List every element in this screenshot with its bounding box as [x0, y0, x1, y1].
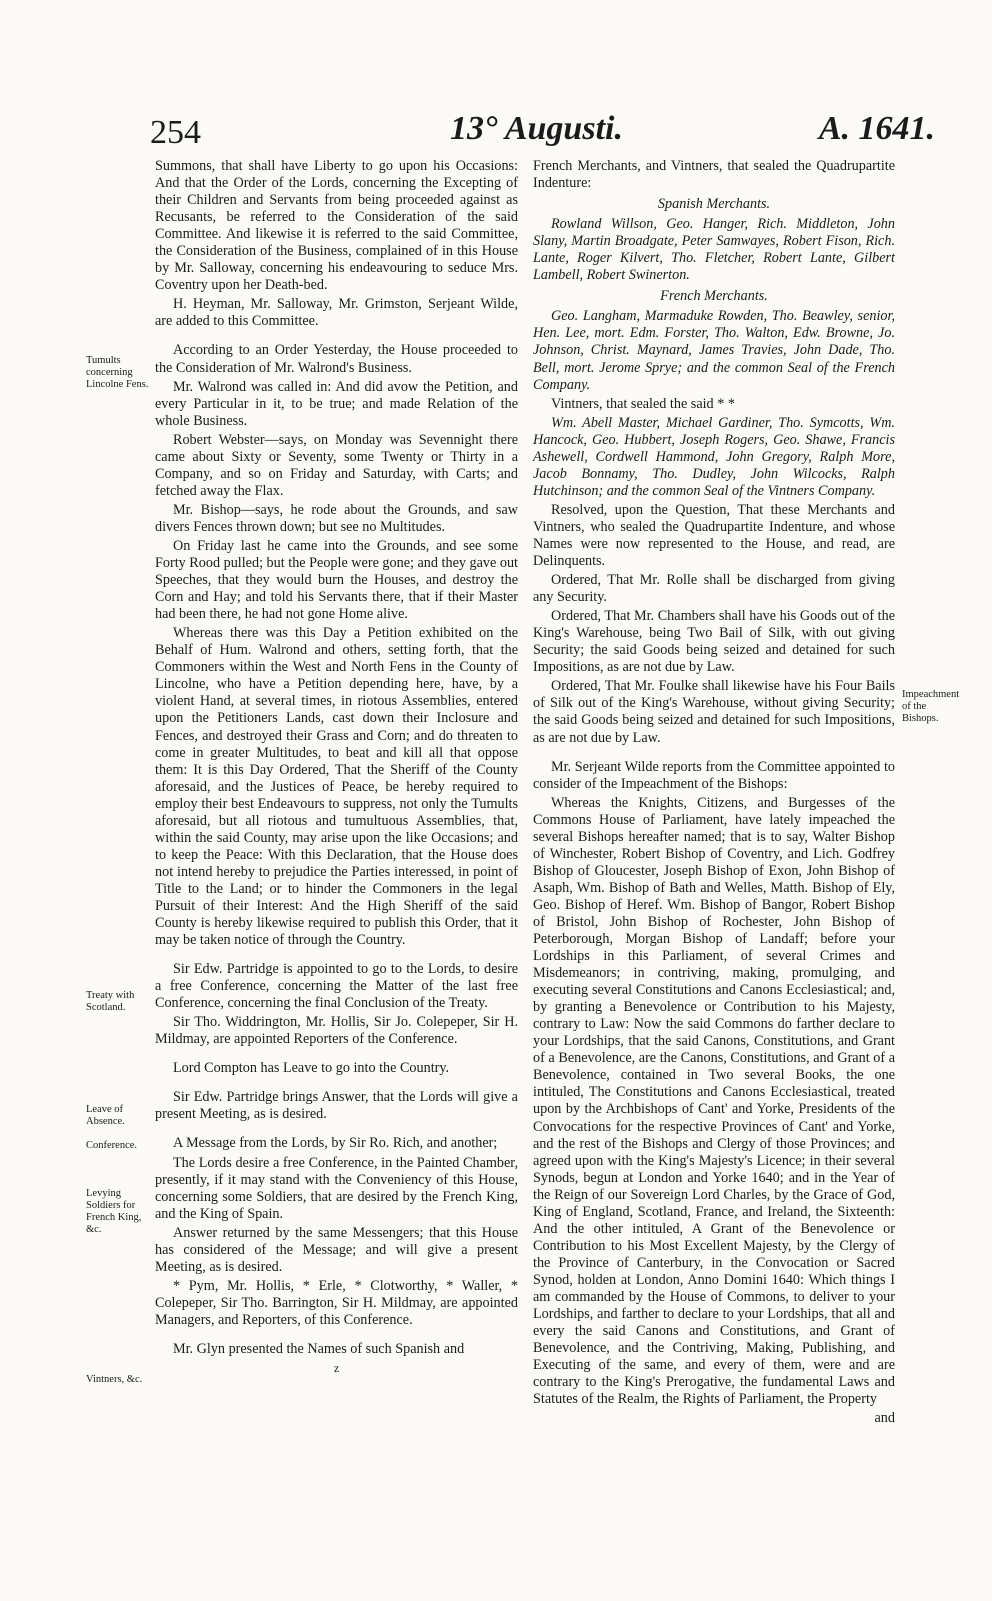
section-heading: French Merchants. — [660, 288, 768, 305]
paragraph: Lord Compton has Leave to go into the Country. — [173, 1060, 450, 1077]
paragraph: Ordered, That Mr. Rolle shall be discharged from giving any Security. — [533, 572, 895, 606]
left-column — [155, 158, 518, 1379]
page-number: 254 — [150, 114, 201, 151]
margin-note-conference: Conference. — [86, 1140, 138, 1151]
paragraph: Mr. Walrond was called in: And did avow the Petition, and every Particular in it, to be true; and made Relation of the whole Business. — [155, 378, 518, 429]
margin-note-leave: Leave of Absence. — [86, 1104, 125, 1127]
page-header — [150, 110, 935, 154]
margin-note-treaty: Treaty with Scotland. — [86, 990, 135, 1013]
signature-mark: z — [333, 1361, 340, 1376]
name-list: Rowland Willson, Geo. Hanger, Rich. Middleton, John Slany, Martin Broadgate, Peter Samwayes, Robert Fison, Rich. Lante, Roger Kilvert, Tho. Fletcher, Robert Lante, Gilbert Lambell, Robert Swinerton. — [533, 216, 895, 284]
paragraph: Mr. Glyn presented the Names of such Spanish and — [173, 1341, 465, 1357]
paragraph: Whereas there was this Day a Petition exhibited on the Behalf of Hum. Walrond and others, setting forth, that the Commoners within the West and North Fens in the County of Lincolne, who have a Petition depending here, have, by a violent Hand, at several times, in riotous Assemblies, entered upon the Petitioners Lands, cast down their Inclosure and Fences, and destroyed their Grass and Corn; and do threaten to come in greater Multitudes, to beat and kill all that oppose them: It is this Day Ordered, That the Sheriff of the County aforesaid, and the Justices of Peace, be hereby required to employ their best Endeavours to suppress, not only the Tumults aforesaid, but all riotous and tumultuous Assemblies, that, within the said County, may arise upon the like Occasions; and to keep the Peace: With this Declaration, that the House does not intend hereby to prejudice the Parties interessed, in point of Title to the Land; or to hinder the Commoners in the legal Pursuit of their Interest: And the High Sheriff of the said County is hereby likewise required to publish this Order, that it may be taken notice of through the Country. — [155, 625, 518, 949]
right-column — [533, 158, 895, 1429]
margin-note-tumults: Tumults concerning Lincolne Fens. — [86, 355, 149, 390]
margin-note-impeachment: Impeachment of the Bishops. — [902, 689, 960, 724]
paragraph: According to an Order Yesterday, the House proceeded to the Consideration of Mr. Walrond's Business. — [155, 342, 518, 376]
paragraph: A Message from the Lords, by Sir Ro. Rich, and another; — [173, 1135, 498, 1152]
section-heading: Spanish Merchants. — [657, 196, 771, 213]
paragraph: H. Heyman, Mr. Salloway, Mr. Grimston, Serjeant Wilde, are added to this Committee. — [155, 296, 518, 330]
paragraph: * Pym, Mr. Hollis, * Erle, * Clotworthy, * Waller, * Colepeper, Sir Tho. Barrington, Sir H. Mildmay, are appointed Managers, and Reporters, of this Conference. — [155, 1277, 518, 1328]
paragraph: On Friday last he came into the Grounds, and see some Forty Rood pulled; but the People were gone; and they gave out Speeches, that they would burn the Houses, and destroy the Corn and Hay; and told his Servants there, that if their Master had been there, he had not gone Home alive. — [155, 537, 518, 623]
paragraph: Summons, that shall have Liberty to go upon his Occasions: And that the Order of the Lords, concerning the Excepting of their Children and Servants from being proceeded against as Recusants, be referred to the Consideration of the said Committee. And likewise it is referred to the said Committee, the Consideration of the Business, complained of in this House by Mr. Salloway, concerning his endeavouring to seduce Mrs. Coventry upon her Death-bed. — [155, 158, 518, 294]
paragraph: French Merchants, and Vintners, that sealed the Quadrupartite Indenture: — [533, 158, 895, 192]
paragraph: The Lords desire a free Conference, in the Painted Chamber, presently, if it may stand with the Conveniency of this House, concerning some Soldiers, that are desired by the French King, and the King of Spain. — [155, 1154, 518, 1222]
paragraph: Mr. Bishop—says, he rode about the Grounds, and saw divers Fences thrown down; but see no Multitudes. — [155, 501, 518, 535]
margin-note-vintners: Vintners, &c. — [86, 1374, 143, 1385]
paragraph: Resolved, upon the Question, That these Merchants and Vintners, who sealed the Quadrupartite Indenture, and whose Names were now represented to the House, and read, are Delinquents. — [533, 501, 895, 570]
paragraph: Sir Edw. Partridge brings Answer, that the Lords will give a present Meeting, as is desired. — [155, 1089, 518, 1123]
paragraph: Sir Tho. Widdrington, Mr. Hollis, Sir Jo. Colepeper, Sir H. Mildmay, are appointed Reporters of the Conference. — [155, 1014, 518, 1048]
running-year: A. 1641. — [818, 110, 935, 147]
paragraph: Sir Edw. Partridge is appointed to go to the Lords, to desire a free Conference, concerning the Matter of the last free Conference, concerning the final Conclusion of the Treaty. — [155, 961, 518, 1012]
running-date: 13° Augusti. — [450, 110, 623, 147]
margin-note-levying: Levying Soldiers for French King, &c. — [86, 1188, 142, 1235]
name-list: Geo. Langham, Marmaduke Rowden, Tho. Beawley, senior, Hen. Lee, mort. Edm. Forster, Tho. Walton, Edw. Browne, Jo. Johnson, Christ. Maynard, James Travies, John Dade, Tho. Bell, mort. Jerome Sprye; and the common Seal of the French Company. — [533, 308, 895, 393]
paragraph: Answer returned by the same Messengers; that this House has considered of the Message; and will give a present Meeting, as is desired. — [155, 1224, 518, 1275]
paragraph: Vintners, that sealed the said * * — [551, 395, 735, 412]
name-list: Wm. Abell Master, Michael Gardiner, Tho. Symcotts, Wm. Hancock, Geo. Hubbert, Joseph Rogers, Geo. Shawe, Francis Ashewell, Cordwell Hammond, John Gregory, Ralph More, Jacob Bonnamy, Tho. Dudley, John Wilcocks, Ralph Hutchinson; and the common Seal of the Vintners Company. — [533, 414, 895, 499]
paragraph: Mr. Serjeant Wilde reports from the Committee appointed to consider of the Impeachment of the Bishops: — [533, 758, 895, 792]
catchword: and — [874, 1410, 895, 1427]
paragraph: Whereas the Knights, Citizens, and Burgesses of the Commons House of Parliament, have lately impeached the several Bishops hereafter named; that is to say, Walter Bishop of Winchester, Robert Bishop of Coventry, and Lich. Godfrey Bishop of Gloucester, Joseph Bishop of Exon, John Bishop of Asaph, Wm. Bishop of Bath and Welles, Matth. Bishop of Ely, Geo. Bishop of Heref. Wm. Bishop of Bangor, Robert Bishop of Bristol, John Bishop of Rochester, John Bishop of Peterborough, Morgan Bishop of Landaff; before your Lordships in this Parliament, of several Crimes and Misdemeanors; in contriving, making, promulging, and executing several Constitutions and Canons Ecclesiastical; and, by granting a Benevolence or Contribution to his Majesty, contrary to Law: Now the said Commons do farther declare to your Lordships, that the said Canons, Constitutions, and Grant of a Benevolence, are the Canons, Constitutions, and Grant of a Benevolence, contained in Two several Books, the one intituled, The Constitutions and Canons Ecclesiastical, treated upon by the Archbishops of Cant' and Yorke, Presidents of the Convocations for the respective Provinces of Cant' and Yorke, and the rest of the Bishops and Clergy of those Provinces; and agreed upon with the King's Majesty's Licence; in their several Synods, begun at London and Yorke 1640; and in the Year of the Reign of our Sovereign Lord Charles, by the Grace of God, King of England, Scotland, France, and Ireland, the Sixteenth: And the other intituled, A Grant of the Benevolence or Contribution to his Most Excellent Majesty, by the Clergy of the Province of Canterbury, in the Convocation or Sacred Synod, holden at London, Anno Domini 1640: Which things I am commanded by the House of Commons, to deliver to your Lordships, and farther to declare to your Lordships, that all and every the said Canons and Constitutions, and Grant of Benevolence, and the Contriving, Making, Publishing, and Executing of the same, and every of them, were and are contrary to the King's Prerogative, the fundamental Laws and Statutes of the Realm, the Rights of Parliament, the Property — [533, 794, 895, 1408]
paragraph: Robert Webster—says, on Monday was Sevennight there came about Sixty or Seventy, some Twenty or Thirty in a Company, and so on Friday and Saturday, with Carts; and fetched away the Flax. — [155, 431, 518, 499]
paragraph: Ordered, That Mr. Chambers shall have his Goods out of the King's Warehouse, being Two Bail of Silk, with out giving Security; the said Goods being seized and detained for such Impositions, as are not due by Law. — [533, 608, 895, 676]
paragraph: Ordered, That Mr. Foulke shall likewise have his Four Bails of Silk out of the King's Warehouse, without giving Security; the said Goods being seized and detained for such Impositions, as are not due by Law. — [533, 678, 895, 746]
